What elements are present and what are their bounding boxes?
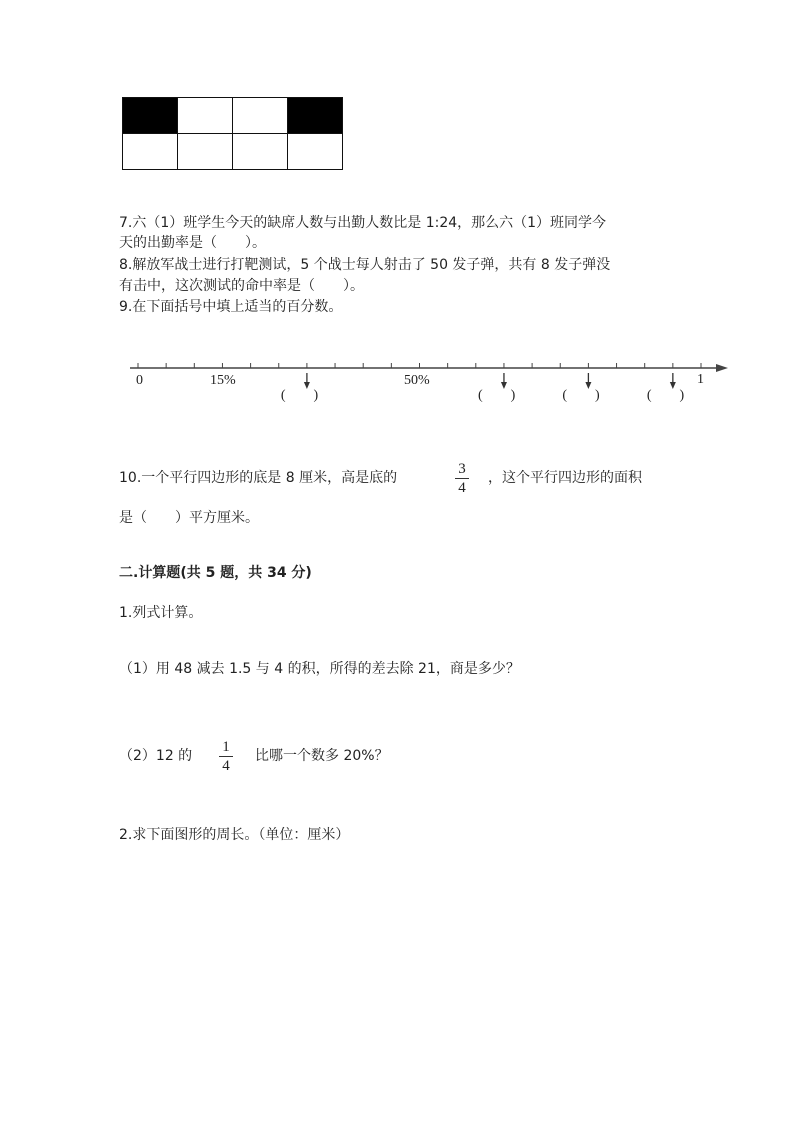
c1-part1: （1）用 48 减去 1.5 与 4 的积，所得的差去除 21，商是多少？ xyxy=(119,661,520,677)
q7-line1: 7.六（1）班学生今天的缺席人数与出勤人数比是 1:24，那么六（1）班同学今 xyxy=(119,215,607,231)
c1-title: 1.列式计算。 xyxy=(119,605,203,621)
label-15-percent: 15% xyxy=(210,373,236,388)
answer-blank[interactable]: ( ) xyxy=(646,388,685,403)
c2-title: 2.求下面图形的周长。（单位：厘米） xyxy=(119,827,350,843)
q8-line1: 8.解放军战士进行打靶测试，5 个战士每人射击了 50 发子弹，共有 8 发子弹没 xyxy=(119,257,611,273)
denominator: 4 xyxy=(222,758,230,774)
numerator: 3 xyxy=(458,461,466,477)
q10-line2: 是（ ）平方厘米。 xyxy=(119,510,259,526)
c1-part2-after: 比哪一个数多 20%？ xyxy=(255,748,389,764)
denominator: 4 xyxy=(458,480,466,496)
label-50-percent: 50% xyxy=(404,373,430,388)
number-line-arrowhead xyxy=(716,364,728,372)
fraction-three-quarters xyxy=(455,461,469,496)
q8-line2: 有击中，这次测试的命中率是（ ）。 xyxy=(119,278,364,294)
q10-before: 10.一个平行四边形的底是 8 厘米，高是底的 xyxy=(119,470,398,486)
number-line xyxy=(0,0,794,420)
q9-text: 9.在下面括号中填上适当的百分数。 xyxy=(119,299,343,315)
answer-blank[interactable]: ( ) xyxy=(562,388,600,403)
fraction-one-quarter xyxy=(219,739,233,774)
answer-blank[interactable]: ( ) xyxy=(280,388,319,403)
numerator: 1 xyxy=(222,739,230,755)
label-zero: 0 xyxy=(136,373,143,388)
c1-part2-before: （2）12 的 xyxy=(119,748,193,764)
section-title: 二.计算题(共 5 题，共 34 分) xyxy=(119,565,312,581)
answer-blank[interactable]: ( ) xyxy=(477,388,516,403)
q10-after: ，这个平行四边形的面积 xyxy=(488,470,642,486)
q7-line2: 天的出勤率是（ ）。 xyxy=(119,235,266,251)
label-one: 1 xyxy=(697,372,704,387)
